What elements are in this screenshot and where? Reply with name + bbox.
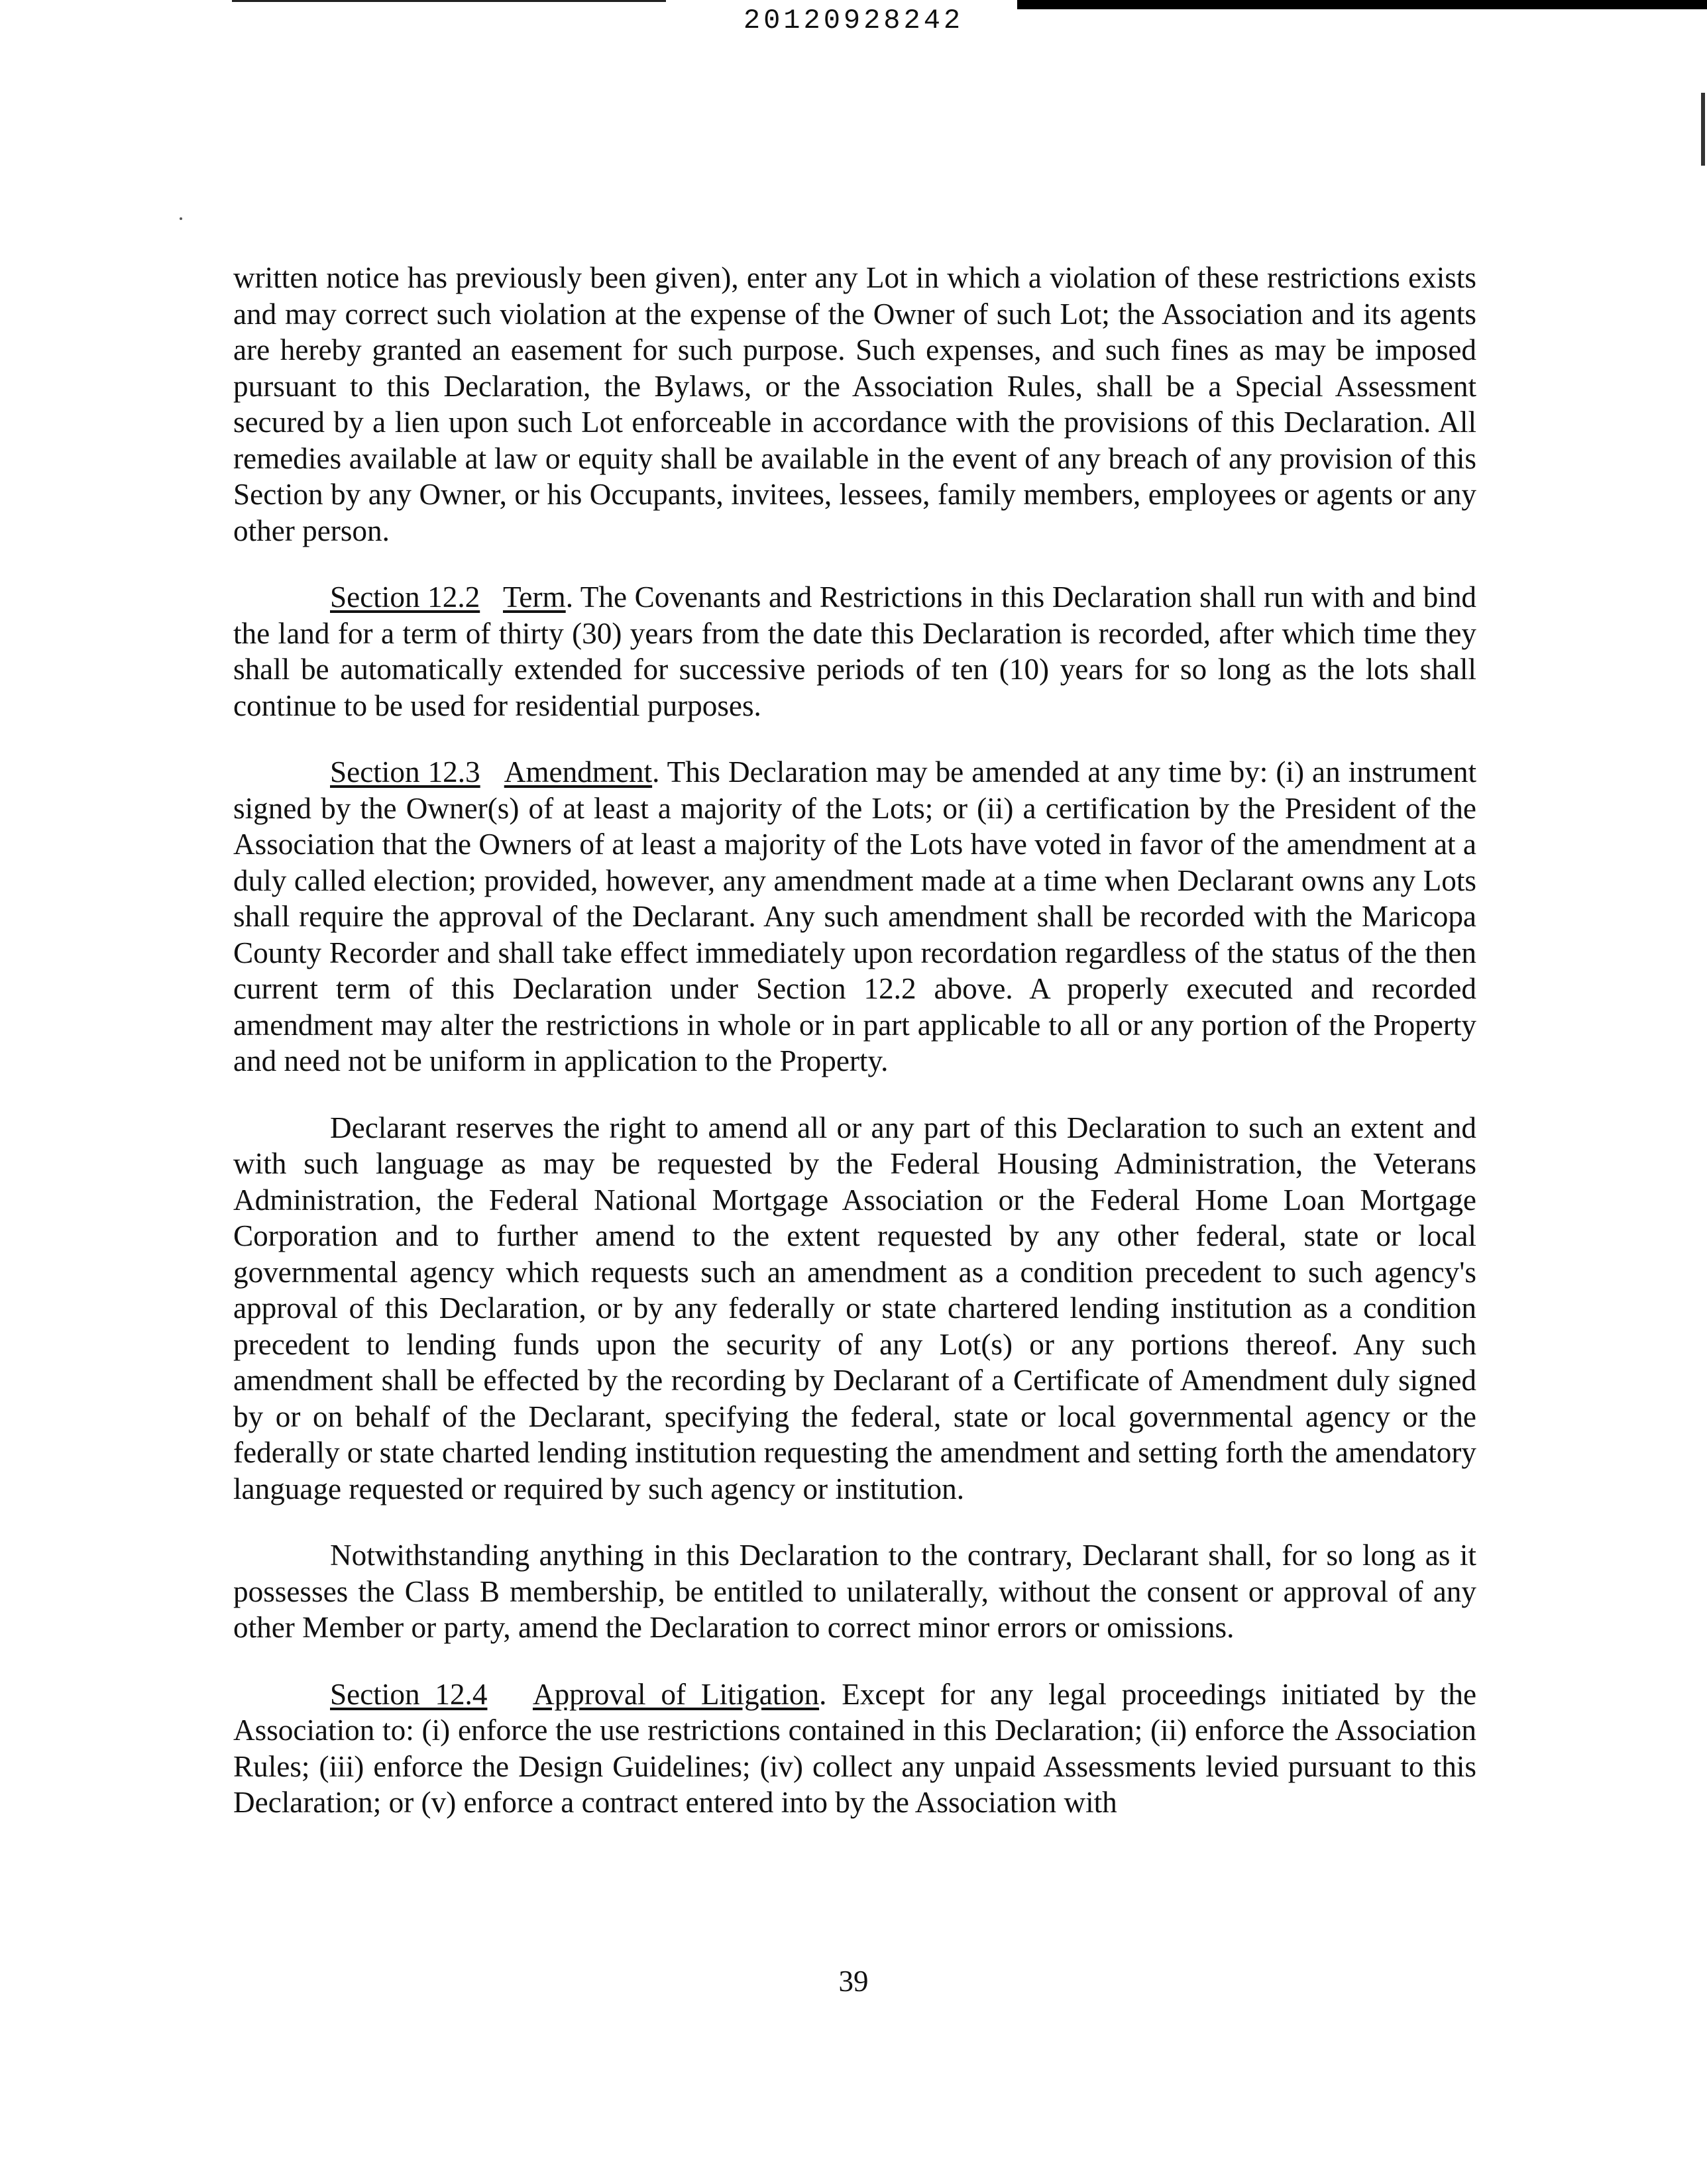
paragraph-declarant-reserves: Declarant reserves the right to amend all or any part of this Declaration to such an extent and with such language as may be requested by the Federal Housing Administration, the Veterans Administration, the Federal National Mortgage Association or the Federal Home Loan Mortgage Corporation and to further amend to the extent requested by any other federal, state or local governmental agency which requests such an amendment as a condition precedent to such agency's approval of this Declaration, or by any federally or state chartered lending institution as a condition precedent to lending funds upon the security of any Lot(s) or any portions thereof. Any such amendment shall be effected by the recording by Declarant of a Certificate of Amendment duly signed by or on behalf of the Declarant, specifying the federal, state or local governmental agency or the federally or state charted lending institution requesting the amendment and setting forth the amendatory language requested or required by such agency or institution. — [233, 1111, 1476, 1505]
scan-edge-mark — [1701, 93, 1705, 166]
section-12-4-label: Section 12.4 — [330, 1677, 488, 1711]
section-12-2-term — [233, 579, 1476, 724]
section-12-3-text: . This Declaration may be amended at any time by: (i) an instrument signed by the Owner(s) of at least a majority of the Lots; or (ii) a certification by the President of the Association that the Owners of at least a majority of the Lots have voted in favor of the amendment at a duly called election; provided, however, any amendment made at a time when Declarant owns any Lots shall require the approval of the Declarant. Any such amendment shall be recorded with the Maricopa County Recorder and shall take effect immediately upon recordation regardless of the status of the then current term of this Declaration under Section 12.2 above. A properly executed and recorded amendment may alter the restrictions in whole or in part applicable to all or any portion of the Property and need not be uniform in application to the Property. — [233, 755, 1477, 1077]
section-12-2-heading: Term — [502, 580, 566, 614]
section-12-2-text: . The Covenants and Restrictions in this Declaration shall run with and bind the land for a term of thirty (30) years from the date this Declaration is recorded, after which time they shall be automatically extended for successive periods of ten (10) years for so long as the lots shall continue to be used for residential purposes. — [233, 580, 1477, 722]
recording-number: 20120928242 — [743, 5, 964, 36]
page-number: 39 — [838, 1965, 869, 1998]
section-12-4-heading: Approval of Litigation — [532, 1677, 820, 1711]
section-12-4-approval-of-litigation — [233, 1676, 1476, 1821]
scan-speck — [180, 217, 182, 220]
section-12-2-label: Section 12.2 — [330, 580, 480, 614]
paragraph-notwithstanding: Notwithstanding anything in this Declaration to the contrary, Declarant shall, for so long as it possesses the Class B membership, be entitled to unilaterally, without the consent or approval of any other Member or party, amend the Declaration to correct minor errors or omissions. — [233, 1539, 1476, 1644]
section-12-3-label: Section 12.3 — [330, 755, 480, 789]
section-12-4-text: . Except for any legal proceedings initiated by the Association to: (i) enforce the use restrictions contained in this Declaration; (ii) enforce the Association Rules; (iii) enforce the Design Guidelines; (iv) collect any unpaid Assessments levied pursuant to this Declaration; or (v) enforce a contract entered into by the Association with — [233, 1677, 1477, 1819]
top-rule-left — [232, 0, 666, 2]
paragraph-enforcement-continued: written notice has previously been given), enter any Lot in which a violation of these restrictions exists and may correct such violation at the expense of the Owner of such Lot; the Association and its agents are hereby granted an easement for such purpose. Such expenses, and such fines as may be imposed pursuant to this Declaration, the Bylaws, or the Association Rules, shall be a Special Assessment secured by a lien upon such Lot enforceable in accordance with the provisions of this Declaration. All remedies available at law or equity shall be available in the event of any breach of any provision of this Section by any Owner, or his Occupants, invitees, lessees, family members, employees or agents or any other person. — [233, 261, 1476, 547]
section-12-3-amendment — [233, 754, 1476, 1079]
section-12-3-heading: Amendment — [504, 755, 653, 789]
document-body — [233, 260, 1476, 1821]
